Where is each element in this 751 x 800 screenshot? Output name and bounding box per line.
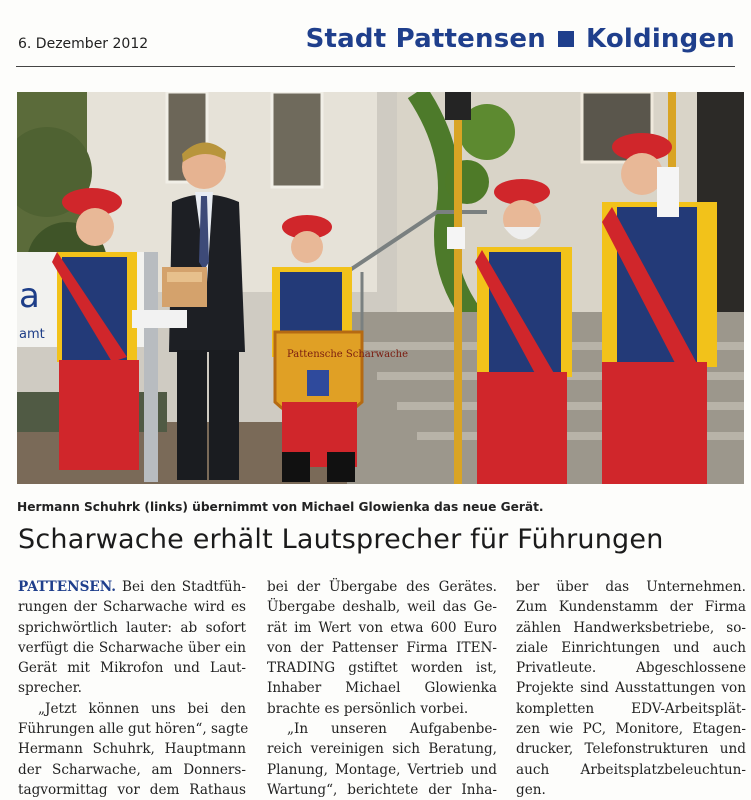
issue-date: 6. Dezember 2012 [18,36,149,52]
section-city: Stadt Pattensen [305,24,546,54]
column-line: kompletten EDV-Arbeitsplät- [516,700,746,717]
column-line: tagvormittag vor dem Rathaus [18,781,246,798]
column-line: auch Arbeitsplatzbeleuchtun- [516,761,746,778]
column-line: Bei den Stadtfüh- [122,579,246,595]
header-rule [16,66,735,67]
column-line: „Jetzt können uns bei den [38,700,246,717]
section-masthead [306,24,735,54]
column-line: ber über das Unternehmen. [516,579,746,595]
column-line: von der Pattenser Firma ITEN- [267,639,497,656]
column-line: reich vereinigen sich Beratung, [267,741,497,758]
column-line: Führungen alle gut hören“, sagte [18,721,249,738]
sign-letter: a [19,276,40,316]
section-district: Koldingen [585,24,735,54]
column-line: Gerät mit Mikrofon und Laut- [18,660,246,677]
column-line: der Scharwache, am Donners- [18,761,246,778]
article-photo [17,92,744,484]
column-line: Privatleute. Abgeschlossene [516,660,746,677]
photo-caption: Hermann Schuhrk (links) übernimmt von Michael Glowienka das neue Gerät. [17,500,544,514]
column-line: sprichwörtlich lauter: ab sofort [18,619,246,636]
column-line: Zum Kundenstamm der Firma [516,599,746,616]
column-line: Inhaber Michael Glowienka [267,680,497,697]
column-line: Projekte sind Ausstattungen von [516,680,746,697]
article-column-1 [18,577,249,800]
column-line: Hermann Schuhrk, Hauptmann [18,741,246,758]
column-line: sprecher. [18,680,82,697]
column-line: verfügt die Scharwache über ein [18,639,246,656]
column-line: ziale Einrichtungen und auch [516,639,746,656]
column-line: „In unseren Aufgabenbe- [287,721,497,738]
column-line: rät im Wert von etwa 600 Euro [267,619,497,636]
shield-text: Pattensche Scharwache [287,349,409,360]
column-line: zählen Handwerksbetriebe, so- [516,619,746,636]
column-line: TRADING gstiftet worden ist, [267,660,497,677]
article-headline: Scharwache erhält Lautsprecher für Führungen [18,524,664,555]
column-line: Wartung“, berichtete der Inha- [267,781,497,798]
column-line: bei der Übergabe des Gerätes. [267,579,497,595]
column-line: Planung, Montage, Vertrieb und [267,761,497,778]
article-column-2 [267,577,497,800]
column-line: Übergabe deshalb, weil das Ge- [267,599,497,616]
column-line: zen wie PC, Monitore, Etagen- [516,721,746,738]
column-line: gen. [516,781,546,798]
sign-word: amt [19,327,45,342]
column-line: brachte es persönlich vorbei. [267,700,469,717]
square-separator-icon [558,31,574,47]
dateline: PATTENSEN. [18,579,117,595]
column-line: drucker, Telefonstrukturen und [516,741,746,758]
column-line: rungen der Scharwache wird es [18,599,246,616]
article-column-3 [516,577,746,800]
